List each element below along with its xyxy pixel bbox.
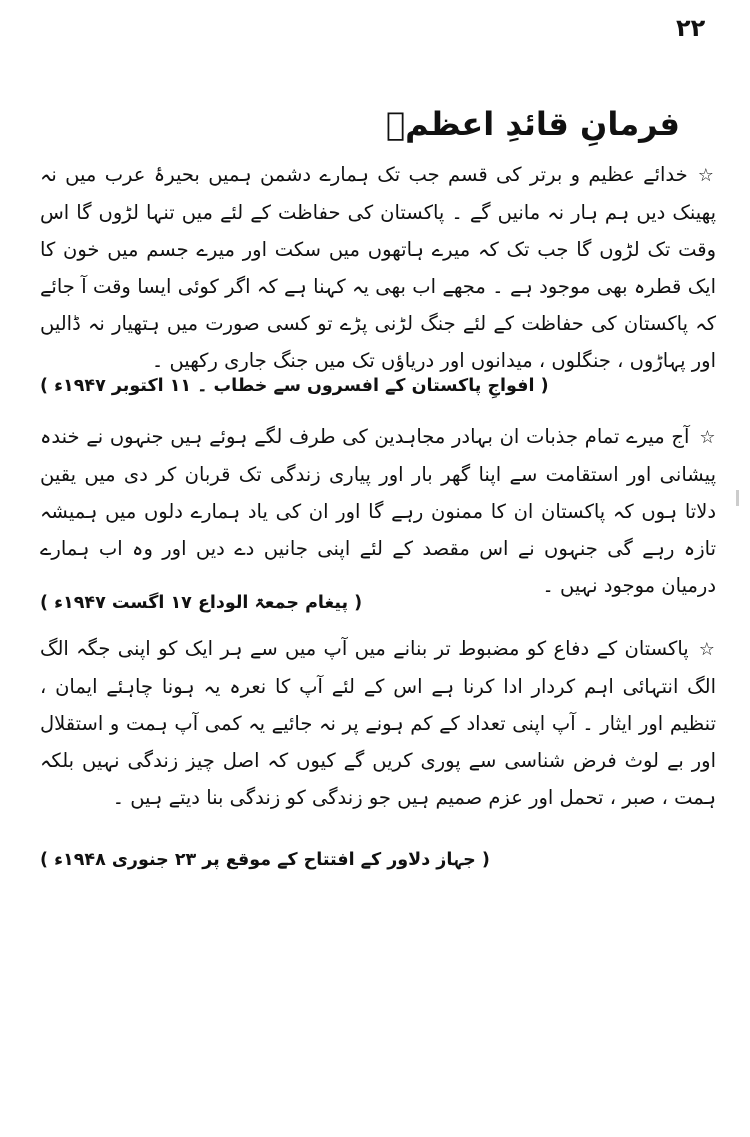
quote-paragraph — [40, 418, 717, 597]
quote-citation: ( پیغام جمعۃ الوداع ۱۷ اگست ۱۹۴۷ء ) — [40, 593, 363, 613]
scan-mark — [736, 490, 739, 506]
star-icon: ☆ — [698, 639, 716, 660]
quote-text: آج میرے تمام جذبات ان بہادر مجاہدین کی طرف لگے ہوئے ہیں جنہوں نے خندہ پیشانی اور استقامت سے اپنا گھر بار اور پیاری زندگی تک قربان کر دی میں یقین دلاتا ہوں کہ پاکستان ان کا ممنون رہے گا اور ان کی یاد ہمارے دلوں میں ہمیشہ تازہ رہے گی جنہوں نے اس مقصد کے لئے اپنی جانیں دے دیں اور وہ اب ہمارے درمیان موجود نہیں ۔ — [40, 425, 716, 597]
quote-paragraph — [40, 156, 716, 372]
quote-text: پاکستان کے دفاع کو مضبوط تر بنانے میں آپ میں سے ہر ایک کو اپنی جگہ الگ الگ انتہائی اہم کردار ادا کرنا ہے اس کے لئے آپ کا نعرہ یہ ہونا چاہئے ایمان ، تنظیم اور ایثار ۔ آپ اپنی تعداد کے کم ہونے پر نہ جائیے یہ کمی آپ ہمت و استقلال اور بے لوث فرض شناسی سے پوری کریں گے کیوں کہ اصل چیز زندگی نہیں بلکہ ہمت ، صبر ، تحمل اور عزم صمیم ہیں جو زندگی کو زندگی بنا دیتے ہیں ۔ — [40, 637, 716, 809]
quote-citation: ( افواجِ پاکستان کے افسروں سے خطاب ۔ ۱۱ اکتوبر ۱۹۴۷ء ) — [40, 376, 549, 396]
quote-citation: ( جہاز دلاور کے افتتاح کے موقع پر ۲۳ جنوری ۱۹۴۸ء ) — [40, 850, 490, 870]
page-title: فرمانِ قائدِ اعظمؒ — [385, 105, 680, 143]
page-number: ۲۲ — [676, 14, 706, 42]
quote-text: خدائے عظیم و برتر کی قسم جب تک ہمارے دشمن ہمیں بحیرۂ عرب میں نہ پھینک دیں ہم ہار نہ مانیں گے ۔ پاکستان کی حفاظت کے لئے میں تنہا لڑوں گا اس وقت تک لڑوں گا جب تک کہ میرے ہاتھوں میں سکت اور میرے جسم میں خون کا ایک قطرہ بھی موجود ہے ۔ مجھے اب بھی یہ کہنا ہے کہ اگر کوئی ایسا وقت آ جائے کہ پاکستان کی حفاظت کے لئے جنگ لڑنی پڑے تو کسی صورت میں ہتھیار نہ ڈالیں اور پہاڑوں ، جنگلوں ، میدانوں اور دریاؤں تک میں جنگ جاری رکھیں ۔ — [40, 163, 716, 372]
star-icon: ☆ — [699, 427, 717, 448]
star-icon: ☆ — [697, 165, 716, 186]
quote-paragraph — [40, 630, 716, 832]
